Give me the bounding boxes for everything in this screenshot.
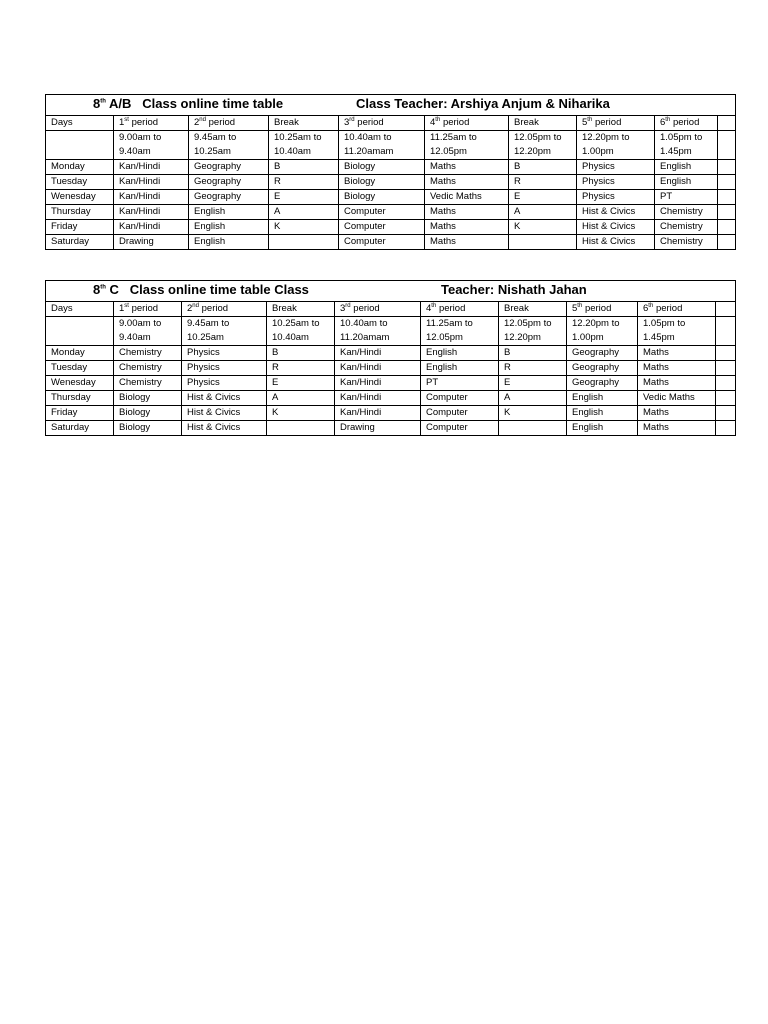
header-text: Break [514, 117, 539, 128]
table-row [46, 175, 736, 190]
time-row [46, 317, 736, 332]
subject-cell: Geography [567, 376, 638, 391]
subject-cell: Geography [189, 175, 269, 190]
subject-cell: Physics [577, 175, 655, 190]
subject-cell: B [269, 160, 339, 175]
subject-cell: PT [421, 376, 499, 391]
header-text: 3 [344, 117, 350, 128]
header-row [46, 116, 736, 131]
header-text: 5 [582, 117, 588, 128]
subject-cell: Hist & Civics [182, 406, 267, 421]
class-title: 8th C Class online time table Class [93, 282, 309, 297]
time-cell: 10.40am to [339, 131, 425, 146]
header-sup: st [124, 116, 129, 123]
time-row [46, 131, 736, 146]
header-cell [716, 302, 736, 317]
subject-cell [716, 391, 736, 406]
header-text: 5 [572, 303, 578, 314]
subject-cell: Computer [339, 205, 425, 220]
subject-cell: English [189, 235, 269, 250]
header-row [46, 302, 736, 317]
day-cell: Saturday [46, 235, 114, 250]
header-rest: period [653, 303, 683, 314]
header-sup: th [435, 116, 441, 123]
subject-cell: Geography [189, 190, 269, 205]
header-rest: period [436, 303, 466, 314]
subject-cell: Chemistry [655, 235, 718, 250]
subject-cell: Hist & Civics [577, 205, 655, 220]
time-cell: 10.40am [269, 145, 339, 160]
header-rest: period [592, 117, 622, 128]
time-cell: 12.05pm [421, 331, 499, 346]
subject-cell [718, 235, 736, 250]
timetable-8c [45, 280, 736, 436]
time-cell: 12.20pm to [567, 317, 638, 332]
subject-cell: Computer [421, 406, 499, 421]
time-cell [716, 331, 736, 346]
header-sup: nd [199, 116, 206, 123]
subject-cell: K [269, 220, 339, 235]
subject-cell [716, 346, 736, 361]
subject-cell: Maths [638, 421, 716, 436]
header-cell [509, 116, 577, 131]
time-cell: 1.00pm [577, 145, 655, 160]
header-text: 4 [430, 117, 436, 128]
header-rest: period [128, 117, 159, 128]
subject-cell: English [567, 391, 638, 406]
header-cell [567, 302, 638, 317]
time-cell: 12.05pm to [509, 131, 577, 146]
table-row [46, 160, 736, 175]
header-cell [499, 302, 567, 317]
header-sup: th [665, 116, 671, 123]
header-text: 2 [194, 117, 200, 128]
subject-cell: R [269, 175, 339, 190]
subject-cell: English [421, 361, 499, 376]
subject-cell [718, 220, 736, 235]
header-text: Break [272, 303, 297, 314]
header-rest: period [440, 117, 470, 128]
subject-cell: A [267, 391, 335, 406]
subject-cell [718, 205, 736, 220]
time-cell [718, 145, 736, 160]
timetable-title [46, 95, 736, 116]
header-rest: period [582, 303, 612, 314]
subject-cell [269, 235, 339, 250]
subject-cell: Kan/Hindi [335, 376, 421, 391]
day-cell: Thursday [46, 205, 114, 220]
subject-cell: Vedic Maths [638, 391, 716, 406]
subject-cell: Chemistry [114, 361, 182, 376]
subject-cell: Hist & Civics [577, 235, 655, 250]
subject-cell: Geography [567, 346, 638, 361]
header-rest: period [198, 303, 229, 314]
subject-cell: English [189, 205, 269, 220]
header-cell [718, 116, 736, 131]
subject-cell: K [499, 406, 567, 421]
header-text: Break [274, 117, 299, 128]
time-cell: 9.45am to [189, 131, 269, 146]
timetable-title-row [46, 281, 736, 302]
table-row [46, 391, 736, 406]
subject-cell: Chemistry [655, 205, 718, 220]
subject-cell: Drawing [335, 421, 421, 436]
time-cell: 1.05pm to [638, 317, 716, 332]
day-cell: Thursday [46, 391, 114, 406]
subject-cell: E [499, 376, 567, 391]
header-text: 1 [119, 303, 125, 314]
time-cell: 10.25am [189, 145, 269, 160]
header-sup: st [124, 302, 129, 309]
header-text: 4 [426, 303, 432, 314]
subject-cell: R [267, 361, 335, 376]
subject-cell: Physics [577, 190, 655, 205]
header-cell [425, 116, 509, 131]
time-cell: 1.45pm [638, 331, 716, 346]
subject-cell: English [421, 346, 499, 361]
subject-cell: A [509, 205, 577, 220]
time-row [46, 145, 736, 160]
time-cell: 10.25am to [267, 317, 335, 332]
timetable-8ab [45, 94, 736, 250]
time-cell [46, 131, 114, 146]
time-cell [716, 317, 736, 332]
table-row [46, 190, 736, 205]
subject-cell: Hist & Civics [577, 220, 655, 235]
subject-cell: English [655, 175, 718, 190]
subject-cell: Biology [114, 406, 182, 421]
subject-cell: Kan/Hindi [114, 175, 189, 190]
time-cell [46, 317, 114, 332]
day-cell: Wenesday [46, 376, 114, 391]
header-text: Days [51, 303, 73, 314]
class-teacher: Class Teacher: Arshiya Anjum & Niharika [356, 96, 610, 111]
time-row [46, 331, 736, 346]
subject-cell: Chemistry [655, 220, 718, 235]
subject-cell: Biology [339, 175, 425, 190]
header-sup: nd [192, 302, 199, 309]
header-rest: period [128, 303, 159, 314]
subject-cell: Biology [114, 391, 182, 406]
time-cell: 10.40am to [335, 317, 421, 332]
subject-cell: Biology [114, 421, 182, 436]
subject-cell: K [267, 406, 335, 421]
header-sup: th [577, 302, 583, 309]
header-text: Days [51, 117, 73, 128]
subject-cell: English [655, 160, 718, 175]
header-rest: period [205, 117, 236, 128]
subject-cell: Computer [421, 391, 499, 406]
time-cell: 1.45pm [655, 145, 718, 160]
day-cell: Wenesday [46, 190, 114, 205]
subject-cell: Geography [189, 160, 269, 175]
subject-cell: R [499, 361, 567, 376]
subject-cell: E [509, 190, 577, 205]
header-sup: th [587, 116, 593, 123]
time-cell [718, 131, 736, 146]
subject-cell [716, 361, 736, 376]
table-row [46, 406, 736, 421]
header-sup: rd [349, 116, 355, 123]
subject-cell [718, 160, 736, 175]
header-rest: period [350, 303, 380, 314]
time-cell: 9.00am to [114, 131, 189, 146]
header-cell [114, 302, 182, 317]
time-cell: 11.25am to [425, 131, 509, 146]
subject-cell: Maths [638, 346, 716, 361]
timetable-body [46, 116, 736, 250]
subject-cell: B [267, 346, 335, 361]
subject-cell: B [499, 346, 567, 361]
subject-cell: Biology [339, 160, 425, 175]
time-cell: 10.40am [267, 331, 335, 346]
header-cell [655, 116, 718, 131]
subject-cell: R [509, 175, 577, 190]
header-text: 6 [643, 303, 649, 314]
header-cell [182, 302, 267, 317]
table-row [46, 361, 736, 376]
header-sup: th [648, 302, 654, 309]
subject-cell: A [269, 205, 339, 220]
table-row [46, 346, 736, 361]
subject-cell: Kan/Hindi [114, 190, 189, 205]
header-text: 1 [119, 117, 125, 128]
table-row [46, 205, 736, 220]
time-cell: 9.40am [114, 145, 189, 160]
time-cell: 12.05pm to [499, 317, 567, 332]
subject-cell: E [269, 190, 339, 205]
subject-cell: Drawing [114, 235, 189, 250]
subject-cell: Kan/Hindi [114, 220, 189, 235]
subject-cell: Computer [339, 235, 425, 250]
subject-cell: Computer [339, 220, 425, 235]
day-cell: Monday [46, 346, 114, 361]
subject-cell [718, 190, 736, 205]
subject-cell: Physics [182, 361, 267, 376]
header-cell [114, 116, 189, 131]
class-title: 8th A/B Class online time table [93, 96, 284, 111]
subject-cell: Chemistry [114, 376, 182, 391]
subject-cell: Maths [425, 220, 509, 235]
header-cell [421, 302, 499, 317]
day-cell: Saturday [46, 421, 114, 436]
subject-cell: Hist & Civics [182, 421, 267, 436]
time-cell [46, 145, 114, 160]
subject-cell [718, 175, 736, 190]
header-text: Break [504, 303, 529, 314]
time-cell: 12.20pm [499, 331, 567, 346]
header-text: 6 [660, 117, 666, 128]
subject-cell: Maths [425, 235, 509, 250]
header-cell [638, 302, 716, 317]
time-cell: 12.05pm [425, 145, 509, 160]
header-cell [577, 116, 655, 131]
subject-cell [716, 376, 736, 391]
class-teacher: Teacher: Nishath Jahan [441, 282, 587, 297]
subject-cell: English [567, 406, 638, 421]
subject-cell: Kan/Hindi [114, 205, 189, 220]
time-cell: 9.00am to [114, 317, 182, 332]
subject-cell: Kan/Hindi [114, 160, 189, 175]
subject-cell [509, 235, 577, 250]
timetable-title-row [46, 95, 736, 116]
time-cell [46, 331, 114, 346]
subject-cell [267, 421, 335, 436]
subject-cell: Geography [567, 361, 638, 376]
subject-cell: Kan/Hindi [335, 391, 421, 406]
subject-cell: Vedic Maths [425, 190, 509, 205]
day-cell: Tuesday [46, 175, 114, 190]
header-cell [46, 302, 114, 317]
subject-cell: B [509, 160, 577, 175]
subject-cell: Biology [339, 190, 425, 205]
time-cell: 10.25am to [269, 131, 339, 146]
day-cell: Friday [46, 406, 114, 421]
subject-cell: English [189, 220, 269, 235]
subject-cell: E [267, 376, 335, 391]
time-cell: 10.25am [182, 331, 267, 346]
header-cell [46, 116, 114, 131]
time-cell: 11.20amam [335, 331, 421, 346]
subject-cell: Physics [577, 160, 655, 175]
time-cell: 11.20amam [339, 145, 425, 160]
subject-cell [499, 421, 567, 436]
subject-cell: English [567, 421, 638, 436]
subject-cell: Kan/Hindi [335, 346, 421, 361]
subject-cell: A [499, 391, 567, 406]
subject-cell: Kan/Hindi [335, 406, 421, 421]
header-cell [189, 116, 269, 131]
subject-cell [716, 421, 736, 436]
subject-cell: Maths [425, 160, 509, 175]
subject-cell: Computer [421, 421, 499, 436]
time-cell: 9.45am to [182, 317, 267, 332]
subject-cell: Maths [638, 361, 716, 376]
header-rest: period [670, 117, 700, 128]
header-cell [267, 302, 335, 317]
time-cell: 1.00pm [567, 331, 638, 346]
header-text: 3 [340, 303, 346, 314]
header-cell [269, 116, 339, 131]
subject-cell: Maths [638, 376, 716, 391]
subject-cell: Physics [182, 346, 267, 361]
timetable-body [46, 302, 736, 436]
time-cell: 12.20pm [509, 145, 577, 160]
header-sup: th [431, 302, 437, 309]
header-cell [335, 302, 421, 317]
subject-cell: K [509, 220, 577, 235]
time-cell: 11.25am to [421, 317, 499, 332]
day-cell: Tuesday [46, 361, 114, 376]
subject-cell: PT [655, 190, 718, 205]
timetable-title [46, 281, 736, 302]
time-cell: 9.40am [114, 331, 182, 346]
table-row [46, 421, 736, 436]
subject-cell [716, 406, 736, 421]
header-sup: rd [345, 302, 351, 309]
header-rest: period [354, 117, 384, 128]
table-row [46, 220, 736, 235]
day-cell: Friday [46, 220, 114, 235]
subject-cell: Hist & Civics [182, 391, 267, 406]
subject-cell: Physics [182, 376, 267, 391]
subject-cell: Maths [425, 175, 509, 190]
table-row [46, 235, 736, 250]
day-cell: Monday [46, 160, 114, 175]
subject-cell: Maths [425, 205, 509, 220]
subject-cell: Kan/Hindi [335, 361, 421, 376]
header-text: 2 [187, 303, 193, 314]
subject-cell: Maths [638, 406, 716, 421]
table-row [46, 376, 736, 391]
header-cell [339, 116, 425, 131]
subject-cell: Chemistry [114, 346, 182, 361]
time-cell: 12.20pm to [577, 131, 655, 146]
time-cell: 1.05pm to [655, 131, 718, 146]
